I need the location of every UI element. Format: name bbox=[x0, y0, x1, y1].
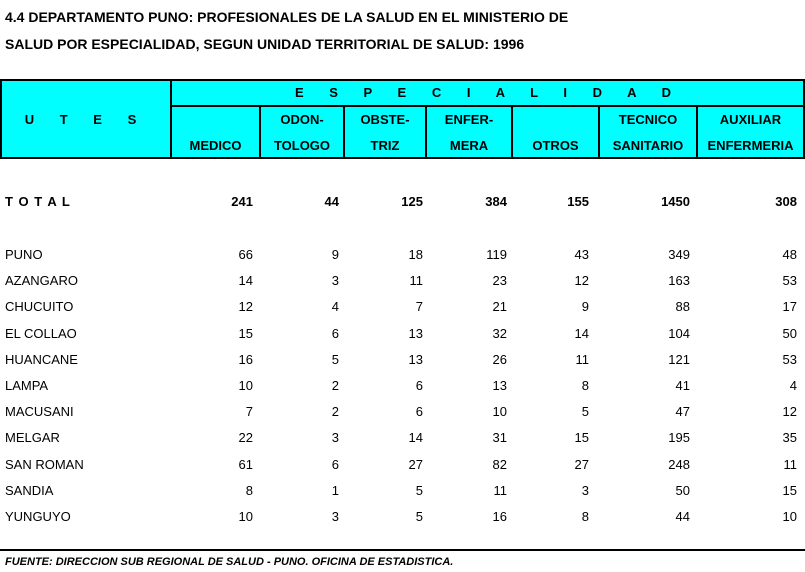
total-value: 125 bbox=[401, 194, 423, 209]
cell-value: 13 bbox=[492, 378, 507, 393]
table-title-line-1: 4.4 DEPARTAMENTO PUNO: PROFESIONALES DE LA SALUD EN EL MINISTERIO DE bbox=[5, 9, 569, 25]
ute-name: HUANCANE bbox=[5, 352, 78, 367]
cell-value: 10 bbox=[238, 509, 253, 524]
ute-name: CHUCUITO bbox=[5, 299, 74, 314]
cell-value: 14 bbox=[574, 326, 589, 341]
cell-value: 4 bbox=[789, 378, 797, 393]
cell-value: 248 bbox=[668, 457, 690, 472]
cell-value: 6 bbox=[331, 457, 339, 472]
cell-value: 53 bbox=[782, 273, 797, 288]
cell-value: 6 bbox=[331, 326, 339, 341]
cell-value: 13 bbox=[408, 326, 423, 341]
cell-value: 6 bbox=[415, 378, 423, 393]
total-value: 44 bbox=[324, 194, 339, 209]
cell-value: 61 bbox=[238, 457, 253, 472]
cell-value: 14 bbox=[238, 273, 253, 288]
column-header-enfermera: MERA bbox=[449, 138, 489, 153]
cell-value: 18 bbox=[408, 247, 423, 262]
cell-value: 66 bbox=[238, 247, 253, 262]
cell-value: 26 bbox=[492, 352, 507, 367]
column-header-line1: ENFER- bbox=[444, 112, 494, 127]
cell-value: 119 bbox=[486, 247, 507, 262]
ute-name: MELGAR bbox=[5, 430, 60, 445]
cell-value: 5 bbox=[331, 352, 339, 367]
cell-value: 15 bbox=[574, 430, 589, 445]
cell-value: 10 bbox=[782, 509, 797, 524]
cell-value: 16 bbox=[238, 352, 253, 367]
cell-value: 11 bbox=[575, 352, 589, 367]
table-title-line-2: SALUD POR ESPECIALIDAD, SEGUN UNIDAD TERRITORIAL DE SALUD: 1996 bbox=[5, 36, 525, 52]
column-header-line1: OBSTE- bbox=[360, 112, 410, 127]
cell-value: 50 bbox=[675, 483, 690, 498]
column-header-line1: AUXILIAR bbox=[719, 112, 782, 127]
total-value: 241 bbox=[231, 194, 253, 209]
cell-value: 44 bbox=[675, 509, 690, 524]
cell-value: 163 bbox=[668, 273, 690, 288]
cell-value: 349 bbox=[668, 247, 690, 262]
especialidad-divider bbox=[171, 105, 805, 107]
cell-value: 48 bbox=[782, 247, 797, 262]
ute-name: YUNGUYO bbox=[5, 509, 71, 524]
cell-value: 2 bbox=[331, 378, 339, 393]
cell-value: 12 bbox=[238, 299, 253, 314]
cell-value: 14 bbox=[408, 430, 423, 445]
ute-name: SANDIA bbox=[5, 483, 54, 498]
header-top-border bbox=[0, 79, 805, 81]
cell-value: 1 bbox=[331, 483, 339, 498]
cell-value: 7 bbox=[415, 299, 423, 314]
cell-value: 121 bbox=[668, 352, 690, 367]
cell-value: 27 bbox=[408, 457, 423, 472]
cell-value: 5 bbox=[581, 404, 589, 419]
cell-value: 47 bbox=[675, 404, 690, 419]
total-label: T O T A L bbox=[5, 194, 71, 209]
cell-value: 82 bbox=[492, 457, 507, 472]
ute-name: SAN ROMAN bbox=[5, 457, 84, 472]
table-header bbox=[0, 79, 805, 159]
cell-value: 10 bbox=[238, 378, 253, 393]
especialidad-header: E S P E C I A L I D A D bbox=[294, 85, 683, 100]
cell-value: 27 bbox=[574, 457, 589, 472]
cell-value: 3 bbox=[331, 509, 339, 524]
cell-value: 3 bbox=[331, 273, 339, 288]
column-header-odontologo: TOLOGO bbox=[273, 138, 331, 153]
ute-name: EL COLLAO bbox=[5, 326, 77, 341]
cell-value: 11 bbox=[783, 457, 797, 472]
cell-value: 22 bbox=[238, 430, 253, 445]
cell-value: 12 bbox=[574, 273, 589, 288]
cell-value: 41 bbox=[675, 378, 690, 393]
cell-value: 17 bbox=[782, 299, 797, 314]
source-note: FUENTE: DIRECCION SUB REGIONAL DE SALUD - PUNO. OFICINA DE ESTADISTICA. bbox=[5, 556, 454, 568]
cell-value: 23 bbox=[492, 273, 507, 288]
column-header-obstetriz: TRIZ bbox=[370, 138, 400, 153]
footer-divider bbox=[0, 549, 805, 551]
ute-name: AZANGARO bbox=[5, 273, 78, 288]
cell-value: 195 bbox=[668, 430, 690, 445]
cell-value: 4 bbox=[331, 299, 339, 314]
column-header-line1: ODON- bbox=[280, 112, 324, 127]
cell-value: 8 bbox=[581, 509, 589, 524]
column-header-tecnico-sanitario: SANITARIO bbox=[612, 138, 684, 153]
cell-value: 21 bbox=[492, 299, 507, 314]
cell-value: 8 bbox=[581, 378, 589, 393]
cell-value: 11 bbox=[493, 483, 507, 498]
total-value: 308 bbox=[775, 194, 797, 209]
cell-value: 15 bbox=[782, 483, 797, 498]
cell-value: 9 bbox=[331, 247, 339, 262]
cell-value: 15 bbox=[238, 326, 253, 341]
column-header-otros: OTROS bbox=[532, 138, 579, 153]
cell-value: 10 bbox=[492, 404, 507, 419]
cell-value: 6 bbox=[415, 404, 423, 419]
cell-value: 11 bbox=[409, 273, 423, 288]
header-bottom-border bbox=[0, 157, 805, 159]
column-header-medico: MEDICO bbox=[189, 138, 242, 153]
ute-name: MACUSANI bbox=[5, 404, 74, 419]
cell-value: 35 bbox=[782, 430, 797, 445]
column-header-auxiliar-enfermeria: ENFERMERIA bbox=[707, 138, 794, 153]
column-header-line1: TECNICO bbox=[618, 112, 678, 127]
cell-value: 88 bbox=[675, 299, 690, 314]
cell-value: 104 bbox=[668, 326, 690, 341]
cell-value: 9 bbox=[581, 299, 589, 314]
cell-value: 50 bbox=[782, 326, 797, 341]
cell-value: 2 bbox=[331, 404, 339, 419]
cell-value: 5 bbox=[415, 483, 423, 498]
total-value: 1450 bbox=[661, 194, 690, 209]
cell-value: 31 bbox=[492, 430, 507, 445]
cell-value: 8 bbox=[245, 483, 253, 498]
cell-value: 13 bbox=[408, 352, 423, 367]
ute-name: PUNO bbox=[5, 247, 43, 262]
cell-value: 32 bbox=[492, 326, 507, 341]
cell-value: 7 bbox=[245, 404, 253, 419]
total-value: 155 bbox=[567, 194, 589, 209]
utes-header: U T E S bbox=[24, 112, 148, 127]
cell-value: 53 bbox=[782, 352, 797, 367]
cell-value: 3 bbox=[331, 430, 339, 445]
ute-name: LAMPA bbox=[5, 378, 49, 393]
cell-value: 3 bbox=[581, 483, 589, 498]
total-value: 384 bbox=[485, 194, 507, 209]
cell-value: 16 bbox=[492, 509, 507, 524]
cell-value: 5 bbox=[415, 509, 423, 524]
cell-value: 12 bbox=[782, 404, 797, 419]
cell-value: 43 bbox=[574, 247, 589, 262]
